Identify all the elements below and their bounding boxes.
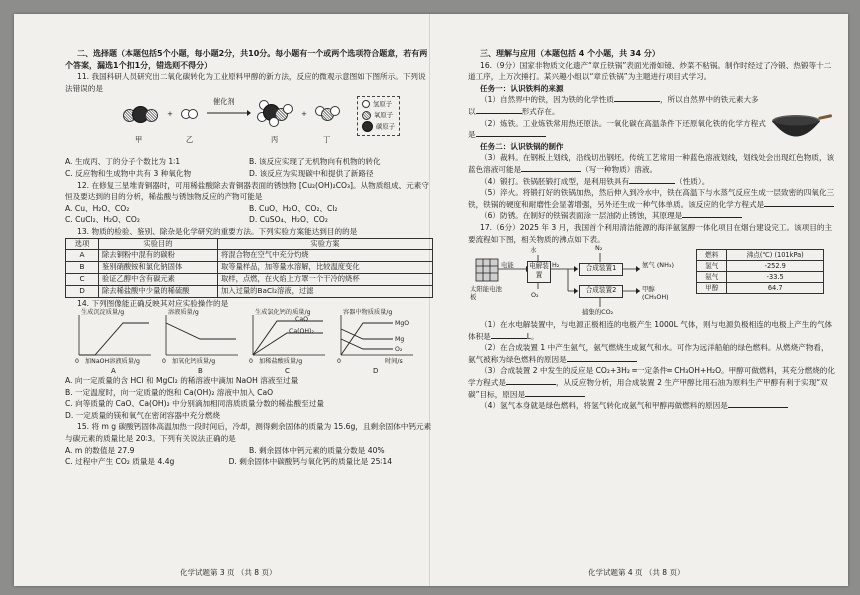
q13-stem: 13. 物质的检验、鉴别、除杂是化学研究的重要方法。下列实验方案能达到目的的是	[77, 226, 358, 236]
molecule-h2	[181, 106, 205, 124]
answer-blank	[728, 400, 788, 408]
label-water: 水	[530, 246, 537, 255]
q15-option-a: A. m 的数值是 27.9	[65, 445, 135, 455]
q17-part3: （3）合成装置 2 中发生的反应是 CO₂+3H₂ ═一定条件═ CH₃OH+H₂O。甲醇可做燃料，其充分燃烧的化学方程式是 ，从反应物分析，用合成装置 2 生产甲醇比用石油为原料生产甲醇有利于实现“双碳”目标，原因是	[468, 366, 835, 399]
graph-b: 溶液质量/g 0 加氧化钙质量/g B	[160, 309, 240, 367]
q15-option-b: B. 剩余固体中钙元素的质量分数是 40%	[249, 445, 385, 455]
answer-blank	[567, 354, 637, 362]
synthesis-box-2: 合成装置2	[579, 285, 623, 298]
q17-part4: （4）氢气本身就是绿色燃料，将氢气转化成氨气和甲醇再做燃料的原因是	[468, 400, 836, 412]
molecule-water	[315, 104, 341, 124]
q17-stem: 17.（6分）2025 年 3 月，我国首个利用清洁能源的海洋氨氢醇一体化项目在烟台建设完工。该项目的主要流程如下图，相关物质的沸点如下表。	[468, 222, 833, 244]
task-2-heading: 任务二：认识铁锅的制作	[480, 141, 564, 151]
label-bing: 丙	[271, 135, 279, 145]
table-row: A 除去铜粉中混有的碳粉 将混合物在空气中充分灼烧	[66, 250, 433, 262]
q11-option-c: C. 反应物和生成物中共有 3 种氧化物	[65, 168, 192, 178]
q14-option-d: D. 一定质量的镁和氧气在密闭容器中充分燃烧	[65, 410, 220, 420]
electrolysis-box: 电解装置	[527, 261, 551, 283]
graph-a: 生成沉淀质量/g 0 加NaOH溶液质量/g A	[73, 309, 153, 367]
q14-option-c: C. 向等质量的 CaO、Ca(OH)₂ 中分别滴加相同溶质质量分数的稀盐酸至过量	[65, 399, 324, 409]
q13-table	[65, 238, 433, 298]
label-power: 电能	[501, 261, 514, 270]
q16-part3: （3）裁料。在钢板上划线，沿线切出钢坯。传统工艺常用一种蓝色溶液划线，划线处会出现红色物质，该蓝色溶液可能是 （写一种物质）溶液。	[468, 153, 835, 174]
q11-option-b: B. 该反应实现了无机物向有机物的转化	[249, 157, 381, 167]
catalyst-label: 催化剂	[213, 97, 235, 107]
q15-option-c: C. 过程中产生 CO₂ 质量是 4.4g	[65, 457, 175, 467]
q14-option-a: A. 向一定质量的含 HCl 和 MgCl₂ 的稀溶液中滴加 NaOH 溶液至过量	[65, 376, 299, 386]
page-3	[65, 48, 433, 468]
graph-letter: D	[373, 367, 379, 376]
answer-blank	[521, 164, 581, 172]
label-solar-panel: 太阳能电池板	[470, 285, 502, 302]
label-co2: 捕集的CO₂	[582, 308, 614, 317]
boiling-point-table: 燃料 沸点(℃) (101kPa) 氢气 -252.9 氨气 -33.5 甲醇 64.7	[696, 249, 824, 294]
q14-graphs	[65, 309, 433, 375]
q12-stem: 12. 在修复三星堆青铜器时，可用稀盐酸除去青铜器表面的锈蚀物 [Cu₂(OH)₂CO₃]。从物质组成、元素守恒及要达到的目的分析，稀盐酸与锈蚀物反应的产物可能是	[65, 180, 429, 202]
label-jia: 甲	[135, 135, 143, 145]
page-footer-right: 化学试题第 4 页 （共 8 页）	[588, 568, 685, 577]
q16-part5: （5）淬火。将锻打好的铁锅加热，然后伸入到冷水中，铁在高温下与水蒸气反应生成一层致密的四氧化三铁，铁锅的硬度和耐磨性会显著增强，另外还生成一种气体单质。该反应的化学方程式是	[468, 188, 835, 209]
q16-stem: 16.（9分）国家非物质文化遗产“章丘铁锅”表面光滑如镜、炒菜不粘锅。制作时经过了冷锻、热锻等十二道工序，上万次捶打。某兴趣小组以“章丘铁锅”为主题进行项目式学习。	[468, 60, 832, 82]
molecule-methanol	[257, 100, 293, 128]
legend-carbon: 碳原子	[376, 122, 396, 131]
graph-d: 容器中物质质量/g MgO Mg O₂ 0 时间/s D	[335, 309, 415, 367]
q12-option-d: D. CuSO₄、H₂O、CO₂	[249, 215, 328, 225]
label-methanol: 甲醇 (CH₃OH)	[642, 285, 669, 302]
graph-letter: C	[285, 367, 290, 376]
q17-part1: （1）在水电解装置中，与电源正极相连的电极产生 1000L 气体，则与电源负极相连的电极上产生的气体体积是 L。	[468, 320, 833, 341]
q11-option-d: D. 该反应为实现碳中和提供了新路径	[249, 168, 374, 178]
q11-option-a: A. 生成丙、丁的分子个数比为 1∶1	[65, 157, 181, 167]
table-row: 氨气 -33.5	[697, 272, 824, 283]
graph-letter: A	[111, 367, 116, 376]
legend-hydrogen: 氢原子	[373, 100, 393, 109]
graph-letter: B	[198, 367, 203, 376]
atom-legend	[357, 96, 400, 136]
answer-blank	[476, 106, 522, 114]
answer-blank	[476, 129, 546, 137]
table-row: D 除去稀盐酸中少量的稀硫酸 加入过量的BaCl₂溶液，过滤	[66, 285, 433, 297]
q16-part6: （6）防锈。在制好的铁锅表面涂一层油防止锈蚀，其原理是	[468, 210, 836, 222]
q14-stem: 14. 下列图像能正确反映其对应实验操作的是	[77, 298, 229, 308]
page-footer-left: 化学试题第 3 页 （共 8 页）	[180, 568, 277, 577]
section-heading: 二、选择题（本题包括5个小题，每小题2分，共10分。每小题有一个或两个选项符合题意，若有两个答案，漏选1个扣1分，错选则不得分）	[65, 49, 428, 70]
q12-option-c: C. CuCl₂、H₂O、CO₂	[65, 215, 140, 225]
table-row: 甲醇 64.7	[697, 283, 824, 294]
molecule-co2	[123, 106, 163, 126]
label-yi: 乙	[186, 135, 194, 145]
page-4	[468, 48, 836, 412]
section-heading: 三、理解与应用（本题包括 4 个小题，共 34 分）	[480, 49, 660, 58]
answer-blank	[629, 176, 675, 184]
table-row: 氢气 -252.9	[697, 261, 824, 272]
answer-blank	[614, 94, 660, 102]
legend-oxygen: 氧原子	[374, 111, 394, 120]
process-flow-diagram	[468, 245, 836, 319]
task-1-heading: 任务一：认识铁料的来源	[480, 83, 564, 93]
reaction-diagram: + 催化剂 + 甲 乙 丙 丁 氢原子 氧原子 碳原子	[65, 94, 433, 156]
label-h2: H₂	[552, 261, 560, 270]
q11-stem: 11. 我国科研人员研究出二氧化碳转化为工业原料甲醇的新方法，反应的微观示意图如下图所示。下列说法错误的是	[65, 72, 426, 93]
answer-blank	[764, 199, 834, 207]
q13-header: 实验方案	[218, 238, 433, 250]
label-o2: O₂	[531, 291, 539, 300]
graph-c: 生成氯化钙的质量/g CaO Ca(OH)₂ 0 加稀盐酸质量/g C	[247, 309, 327, 367]
label-ding: 丁	[323, 135, 331, 145]
reaction-arrow	[207, 109, 251, 117]
q16-part2: （2）炼铁。工业炼铁常用热还原法。一氧化碳在高温条件下还原氧化铁的化学方程式是	[468, 118, 766, 140]
synthesis-box-1: 合成装置1	[579, 263, 623, 276]
q12-option-b: B. CuO、H₂O、CO₂、Cl₂	[249, 203, 338, 213]
q17-part2: （2）在合成装置 1 中产生氨气，氨气燃烧生成氮气和水。可作为远洋船舶的绿色燃料。从燃烧产物看，氨气被称为绿色燃料的原因是	[468, 343, 829, 364]
answer-blank	[491, 331, 527, 339]
label-n2: N₂	[595, 244, 603, 253]
q16-part1: （1）自然界中的铁，因为铁的化学性质 ，所以自然界中的铁元素大多以 形式存在。	[468, 95, 759, 116]
q13-header: 实验目的	[99, 238, 218, 250]
q13-header: 选项	[66, 238, 99, 250]
label-ammonia: 氨气 (NH₃)	[642, 261, 674, 270]
table-row: B 鉴别硝酸铵和氯化钠固体 取等量样品，加等量水溶解，比较温度变化	[66, 262, 433, 274]
q16-part4: （4）锻打。铁锅胚锻打成型，是利用铁具有 （性质）。	[480, 176, 710, 186]
q14-option-b: B. 一定温度时，向一定质量的饱和 Ca(OH)₂ 溶液中加入 CaO	[65, 387, 274, 397]
q15-stem: 15. 将 m g 碳酸钙固体高温加热一段时间后，冷却，测得剩余固体的质量为 15.6g，且剩余固体中钙元素与碳元素的质量比是 20∶3。下列有关说法正确的是	[65, 422, 432, 444]
answer-blank	[682, 210, 742, 218]
q15-option-d: D. 剩余固体中碳酸钙与氧化钙的质量比是 25∶14	[228, 457, 393, 467]
q12-option-a: A. Cu、H₂O、CO₂	[65, 203, 130, 213]
answer-blank	[506, 377, 556, 385]
answer-blank	[525, 389, 585, 397]
iron-wok-image	[768, 112, 832, 144]
table-row: C 验证乙醇中含有碳元素 取样，点燃，在火焰上方罩一个干冷的烧杯	[66, 273, 433, 285]
